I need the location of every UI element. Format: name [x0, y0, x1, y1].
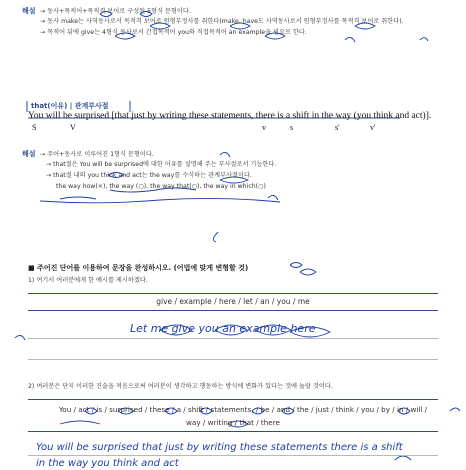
grammar-marker: v' — [370, 123, 376, 132]
explanation-line: → 동사+목적어+목적격 보어로 구성된 5형식 문형이다. — [40, 8, 191, 15]
grammar-marker: v — [262, 123, 266, 132]
ink-circle — [290, 263, 302, 268]
section-label: 해설 — [22, 150, 36, 158]
ink-mark — [15, 335, 25, 340]
question-prompt: 1) 여기서 여러분에게 한 예시를 제시하겠다. — [28, 277, 148, 284]
ink-mark — [268, 195, 278, 200]
ink-underline — [40, 198, 280, 202]
grammar-marker: s — [290, 123, 294, 132]
word-box-bottom — [28, 310, 438, 311]
handwritten-answer: in the way you think and act — [36, 458, 179, 469]
word-bank: give / example / here / let / an / you / me — [156, 297, 310, 306]
ink-circle — [300, 269, 316, 275]
answer-line — [28, 455, 438, 456]
exercise-title: ■ 주어진 단어를 이용하여 문장을 완성하시오. (어법에 맞게 변형할 것) — [28, 264, 249, 272]
section-heading: that(이유) | 관계부사절 — [31, 102, 109, 110]
grammar-marker: V — [70, 123, 76, 132]
grammar-marker: s' — [335, 123, 340, 132]
explanation-line: the way how(×), the way (○), the way that(○), the way in which(○) — [56, 183, 266, 190]
explanation-line: → 목적어 뒤에 give는 4형식 동사로서 간접목적어 you와 직접목적어 an example을 필요로 한다. — [40, 29, 307, 36]
handwritten-answer: You will be surprised that just by writing these statements there is a shift — [36, 442, 403, 453]
ink-mark — [420, 38, 428, 41]
explanation-line: → that절은 You will be surprised에 대한 이유를 설명해 주는 부사절로서 기능한다. — [46, 161, 277, 168]
explanation-line: → 주어+동사로 이루어진 1형식 문형이다. — [40, 151, 154, 158]
handwritten-answer: Let me give you an example here — [130, 322, 316, 335]
answer-line — [28, 359, 438, 360]
example-sentence: You will be surprised [that just by writing these statements, there is a shift in the way (you think and act)]. — [28, 111, 432, 121]
ink-underline — [60, 197, 96, 199]
word-bank: way / writing / that / there — [186, 418, 280, 427]
ink-mark — [213, 232, 218, 242]
word-box-top — [28, 399, 438, 400]
word-box-bottom — [28, 431, 438, 432]
explanation-line: → that절 내의 you think and act는 the way를 수식하는 관계부사절이다. — [46, 172, 252, 179]
word-bank: You / act / is / surprised / these / a / shift / statements, / be / and / the / just / think / you / by / in / will / — [58, 405, 428, 414]
section-label: 해설 — [22, 7, 36, 15]
explanation-line: → 동사 make는 사역동사로서 목적격 보어로 원형부정사를 취한다(make, have도 사역동사로서 원형부정사를 목적격 보어로 취한다). — [40, 18, 404, 25]
ink-mark — [345, 37, 355, 42]
word-box-top — [28, 293, 438, 294]
ink-mark — [395, 456, 411, 460]
answer-line — [28, 338, 438, 339]
grammar-marker: S — [32, 123, 37, 132]
question-prompt: 2) 여러분은 단지 이러한 진술을 적음으로써 여러분이 생각하고 행동하는 방식에 변화가 있다는 것에 놀랄 것이다. — [28, 383, 333, 390]
